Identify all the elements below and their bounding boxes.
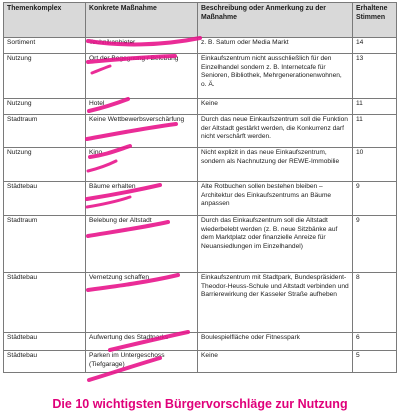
- cell-komplex: Sortiment: [4, 38, 86, 54]
- cell-stimmen: 13: [353, 54, 397, 99]
- cell-stimmen: 14: [353, 38, 397, 54]
- cell-komplex: Städtebau: [4, 182, 86, 216]
- cell-massnahme: Technikanbieter: [86, 38, 198, 54]
- cell-massnahme: Belebung der Altstadt: [86, 216, 198, 273]
- cell-beschreibung: Durch das Einkaufszentrum soll die Altstadt wiederbelebt werden (z. B. neue Sitzbänke auf dem Marktplatz oder finanzielle Anreize für Neuansiedlungen im Einzelhandel): [198, 216, 353, 273]
- cell-komplex: Nutzung: [4, 54, 86, 99]
- cell-stimmen: 9: [353, 216, 397, 273]
- cell-massnahme: Bäume erhalten: [86, 182, 198, 216]
- cell-komplex: Stadtraum: [4, 115, 86, 148]
- cell-massnahme: Vernetzung schaffen: [86, 273, 198, 333]
- proposal-table: [3, 2, 397, 373]
- cell-massnahme: Keine Wettbewerbsverschärfung: [86, 115, 198, 148]
- table-row: [4, 351, 397, 373]
- cell-stimmen: 9: [353, 182, 397, 216]
- table-row: [4, 273, 397, 333]
- cell-komplex: Stadtraum: [4, 216, 86, 273]
- cell-beschreibung: Nicht explizit in das neue Einkaufszentrum, sondern als Nachnutzung der REWE-Immobilie: [198, 148, 353, 182]
- cell-komplex: Nutzung: [4, 99, 86, 115]
- cell-stimmen: 11: [353, 115, 397, 148]
- cell-beschreibung: Keine: [198, 351, 353, 373]
- cell-komplex: Nutzung: [4, 148, 86, 182]
- cell-beschreibung: Einkaufszentrum mit Stadtpark, Bundespräsident-Theodor-Heuss-Schule und Altstadt verbinden und Barrierewirkung der Kasseler Straße aufheben: [198, 273, 353, 333]
- cell-stimmen: 8: [353, 273, 397, 333]
- table-row: [4, 38, 397, 54]
- cell-komplex: Städtebau: [4, 333, 86, 351]
- header-massnahme: Konkrete Maßnahme: [86, 3, 198, 38]
- cell-beschreibung: z. B. Saturn oder Media Markt: [198, 38, 353, 54]
- cell-stimmen: 6: [353, 333, 397, 351]
- table-row: [4, 333, 397, 351]
- cell-komplex: Städtebau: [4, 351, 86, 373]
- cell-komplex: Städtebau: [4, 273, 86, 333]
- cell-massnahme: Hotel: [86, 99, 198, 115]
- table-row: [4, 148, 397, 182]
- cell-massnahme: Ort der Begegnung / Belebung: [86, 54, 198, 99]
- cell-beschreibung: Boulespielfläche oder Fitnesspark: [198, 333, 353, 351]
- page-caption: Die 10 wichtigsten Bürgervorschläge zur Nutzung: [0, 391, 400, 416]
- cell-beschreibung: Einkaufszentrum nicht ausschließlich für den Einzelhandel sondern z. B. Internetcafe für Senioren, Bibliothek, Mehrgenerationenwohnen, o. Ä.: [198, 54, 353, 99]
- header-beschreibung: Beschreibung oder Anmerkung zu der Maßnahme: [198, 3, 353, 38]
- table-row: [4, 115, 397, 148]
- cell-beschreibung: Keine: [198, 99, 353, 115]
- cell-stimmen: 10: [353, 148, 397, 182]
- table-row: [4, 99, 397, 115]
- table-row: [4, 182, 397, 216]
- table-header-row: [4, 3, 397, 38]
- cell-massnahme: Parken im Untergeschoss (Tiefgarage): [86, 351, 198, 373]
- cell-beschreibung: Alte Rotbuchen sollen bestehen bleiben – Architektur des Einkaufszentrums an Bäume anpassen: [198, 182, 353, 216]
- header-themenkomplex: Themenkomplex: [4, 3, 86, 38]
- cell-beschreibung: Durch das neue Einkaufszentrum soll die Funktion der Altstadt gestärkt werden, die Konkurrenz darf nicht verschärft werden.: [198, 115, 353, 148]
- cell-stimmen: 5: [353, 351, 397, 373]
- table-row: [4, 216, 397, 273]
- header-stimmen: Erhaltene Stimmen: [353, 3, 397, 38]
- cell-massnahme: Aufwertung des Stadtparks: [86, 333, 198, 351]
- cell-massnahme: Kino: [86, 148, 198, 182]
- table-row: [4, 54, 397, 99]
- cell-stimmen: 11: [353, 99, 397, 115]
